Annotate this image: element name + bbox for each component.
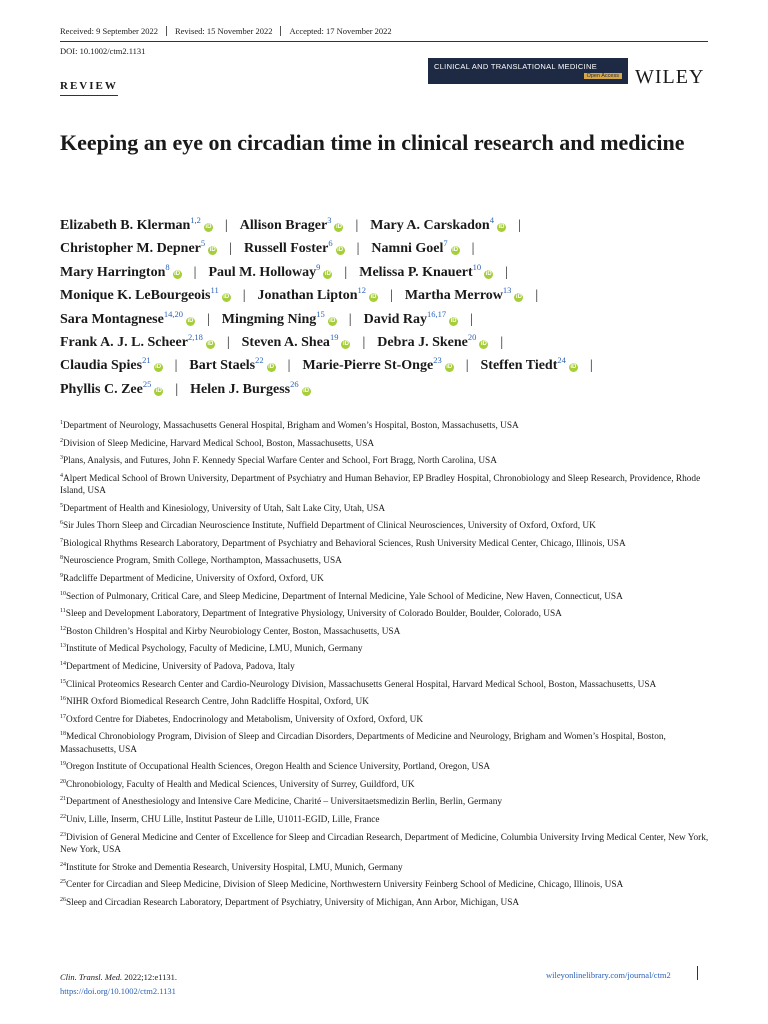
affiliation-number: 11	[60, 608, 66, 615]
author	[60, 308, 195, 327]
author-name: Marie-Pierre St-Onge	[302, 358, 434, 374]
affiliation	[60, 538, 710, 550]
author	[404, 285, 524, 304]
affiliation-number: 25	[60, 879, 66, 886]
author	[363, 308, 459, 327]
author-name: Russell Foster	[243, 241, 329, 257]
author-separator: |	[470, 311, 473, 327]
article-title: Keeping an eye on circadian time in clinical research and medicine	[60, 130, 685, 155]
author	[359, 261, 493, 280]
author-separator: |	[465, 358, 469, 374]
affiliation-number: 7	[60, 537, 63, 544]
author-separator: |	[589, 358, 593, 374]
affiliation-text: Univ, Lille, Inserm, CHU Lille, Institut Pasteur de Lille, U1011-EGID, Lille, France	[66, 815, 380, 826]
author-name: Debra J. Skene	[377, 334, 468, 350]
affiliation-text: Sleep and Development Laboratory, Department of Integrative Physiology, University of Colorado Boulder, Boulder, Colorado, USA	[65, 609, 562, 620]
author-affiliation-ref[interactable]: 8	[165, 261, 170, 272]
received-date: Received: 9 September 2022	[60, 26, 158, 36]
author	[257, 285, 378, 304]
affiliation	[60, 608, 710, 620]
affiliation-text: Alpert Medical School of Brown University, Department of Psychiatry and Human Behavior, EP Bradley Hospital, Chronobiology and Sleep Research, Providence, Rhode Island, USA	[60, 473, 701, 497]
orcid-icon[interactable]: iD	[480, 340, 487, 347]
affiliation-number: 17	[60, 713, 66, 720]
affiliation	[60, 643, 710, 655]
author-row	[60, 354, 720, 377]
affiliation-number: 12	[60, 625, 66, 632]
affiliation-text: Center for Circadian and Sleep Medicine, Division of Sleep Medicine, Northwestern University Feinberg School of Medicine, Chicago, Illinois, USA	[66, 880, 624, 891]
affiliation	[60, 420, 710, 432]
affiliation-text: Oxford Centre for Diabetes, Endocrinology and Metabolism, University of Oxford, Oxford, UK	[66, 714, 424, 725]
author	[60, 331, 215, 350]
affiliation-number: 18	[60, 731, 66, 738]
author	[60, 285, 231, 304]
author	[60, 261, 182, 280]
affiliation	[60, 761, 710, 773]
author	[60, 378, 163, 397]
orcid-icon[interactable]: iD	[515, 294, 522, 301]
author-separator: |	[193, 264, 197, 280]
affiliation-text: Department of Neurology, Massachusetts General Hospital, Brigham and Women’s Hospital, Boston, Massachusetts, USA	[63, 421, 519, 431]
citation	[60, 970, 177, 998]
affiliation-number: 23	[60, 831, 66, 838]
author-separator: |	[224, 218, 228, 233]
author-separator: |	[471, 241, 475, 257]
orcid-icon[interactable]: iD	[570, 364, 577, 371]
affiliation-list	[60, 420, 710, 914]
author-separator: |	[344, 264, 348, 280]
author	[60, 238, 217, 257]
author	[302, 355, 453, 374]
author-name: Phyllis C. Zee	[60, 381, 143, 397]
author	[208, 261, 332, 280]
orcid-icon[interactable]: iD	[329, 317, 336, 324]
orcid-icon[interactable]: iD	[187, 317, 194, 324]
affiliation-text: Department of Anesthesiology and Intensive Care Medicine, Charité – Universitaetsmedizin Berlin, Berlin, Germany	[66, 797, 503, 808]
affiliation-number: 19	[60, 761, 66, 768]
affiliation-text: Oregon Institute of Occupational Health Sciences, Oregon Health and Science University, Portland, Oregon, USA	[66, 762, 491, 773]
author-name: Helen J. Burgess	[190, 381, 291, 397]
author-name: Steffen Tiedt	[480, 358, 558, 374]
author	[480, 355, 578, 374]
affiliation-number: 5	[60, 502, 63, 509]
affiliation-text: Neuroscience Program, Smith College, Northampton, Massachusetts, USA	[63, 556, 342, 567]
author-name: Claudia Spies	[60, 358, 143, 374]
affiliation	[60, 520, 710, 532]
affiliation	[60, 862, 710, 874]
affiliation	[60, 731, 710, 756]
author-affiliation-ref[interactable]: 16,17	[427, 308, 447, 319]
author-affiliation-ref[interactable]: 12	[357, 285, 366, 296]
affiliation-text: Chronobiology, Faculty of Health and Medical Sciences, University of Surrey, Guildford, UK	[66, 779, 415, 790]
affiliation-number: 1	[60, 420, 63, 426]
affiliation-text: Section of Pulmonary, Critical Care, and Sleep Medicine, Department of Internal Medicine, Yale School of Medicine, New Haven, Connecticut, USA	[66, 591, 623, 602]
author-affiliation-ref[interactable]: 13	[502, 285, 512, 296]
author-separator: |	[287, 358, 291, 374]
orcid-icon[interactable]: iD	[498, 224, 505, 230]
affiliation-number: 4	[60, 472, 63, 479]
author-row	[60, 308, 720, 331]
author-affiliation-ref[interactable]: 7	[443, 238, 448, 249]
affiliation-number: 2	[60, 437, 63, 444]
author	[60, 355, 163, 374]
affiliation-text: Biological Rhythms Research Laboratory, Department of Psychiatry and Behavioral Sciences, Rush University Medical Center, Chicago, Illinois, USA	[63, 538, 626, 549]
accepted-date: Accepted: 17 November 2022	[280, 26, 399, 36]
orcid-icon[interactable]: iD	[209, 247, 216, 254]
author-name: Mary Harrington	[60, 264, 166, 280]
author-separator: |	[500, 334, 504, 350]
author	[239, 215, 344, 233]
orcid-icon[interactable]: iD	[174, 270, 181, 277]
author-affiliation-ref[interactable]: 24	[557, 355, 566, 366]
affiliation-text: Boston Children’s Hospital and Kirby Neurobiology Center, Boston, Massachusetts, USA	[66, 626, 401, 637]
author-separator: |	[505, 264, 508, 280]
orcid-icon[interactable]: iD	[452, 247, 459, 254]
affiliation	[60, 626, 710, 638]
author-affiliation-ref[interactable]: 26	[290, 378, 299, 389]
author-affiliation-ref[interactable]: 6	[328, 238, 333, 249]
author-separator: |	[517, 218, 521, 233]
orcid-icon[interactable]: iD	[370, 294, 377, 301]
author	[243, 238, 345, 257]
orcid-icon[interactable]: iD	[155, 387, 162, 394]
author-affiliation-ref[interactable]: 4	[489, 215, 494, 225]
citation-details: 2022;12:e1131.	[122, 972, 178, 982]
affiliation	[60, 832, 710, 857]
author-name: Bart Staels	[189, 358, 256, 374]
author-name: Namni Goel	[371, 241, 444, 257]
author-row	[60, 237, 720, 260]
author	[190, 378, 310, 397]
author-name: Monique K. LeBourgeois	[60, 288, 211, 304]
author-name: Melissa P. Knauert	[359, 264, 473, 280]
affiliation-text: Institute for Stroke and Dementia Research, University Hospital, LMU, Munich, Germany	[66, 862, 403, 873]
affiliation	[60, 779, 710, 791]
author	[241, 331, 351, 350]
affiliation-number: 22	[60, 814, 66, 821]
author-list	[60, 214, 720, 401]
author-separator: |	[535, 288, 539, 304]
affiliation	[60, 696, 710, 708]
affiliation-number: 21	[60, 796, 66, 803]
affiliation-text: Division of Sleep Medicine, Harvard Medical School, Boston, Massachusetts, USA	[63, 438, 375, 449]
affiliation-text: Clinical Proteomics Research Center and Cardio-Neurology Division, Massachusetts General Hospital, Harvard Medical School, Boston, Massachusetts, USA	[66, 679, 657, 690]
author-affiliation-ref[interactable]: 5	[200, 238, 206, 249]
author-separator: |	[362, 334, 366, 350]
affiliation	[60, 573, 710, 585]
affiliation	[60, 879, 710, 891]
author-affiliation-ref[interactable]: 21	[142, 355, 151, 366]
journal-website-link[interactable]: wileyonlinelibrary.com/journal/ctm2	[546, 970, 671, 980]
author-separator: |	[348, 311, 352, 327]
revised-date: Revised: 15 November 2022	[166, 26, 281, 36]
author-affiliation-ref[interactable]: 23	[433, 355, 442, 366]
affiliation-text: Radcliffe Department of Medicine, University of Oxford, Oxford, UK	[63, 574, 324, 585]
author-name: Allison Brager	[239, 218, 328, 233]
author-name: Steven A. Shea	[241, 334, 330, 350]
author-affiliation-ref[interactable]: 1,2	[190, 215, 201, 225]
author-affiliation-ref[interactable]: 11	[210, 285, 219, 296]
author-affiliation-ref[interactable]: 2,18	[187, 331, 203, 342]
author	[370, 215, 506, 233]
affiliation	[60, 473, 710, 498]
author-name: Mary A. Carskadon	[370, 218, 490, 233]
journal-name: CLINICAL AND TRANSLATIONAL MEDICINE	[434, 62, 598, 71]
author	[377, 331, 488, 350]
orcid-icon[interactable]: iD	[485, 270, 492, 277]
author-separator: |	[242, 288, 246, 304]
author-separator: |	[355, 218, 359, 233]
article-type: REVIEW	[60, 80, 118, 92]
affiliation-number: 16	[60, 696, 66, 703]
citation-journal: Clin. Transl. Med.	[60, 972, 123, 982]
author-row	[60, 331, 720, 354]
affiliation	[60, 661, 710, 673]
affiliation	[60, 814, 710, 826]
author-affiliation-ref[interactable]: 25	[142, 378, 152, 389]
publisher-logo[interactable]: WILEY	[635, 66, 705, 88]
affiliation-number: 6	[60, 520, 63, 527]
author-name: Martha Merrow	[404, 288, 503, 304]
author-name: Christopher M. Depner	[60, 241, 201, 257]
orcid-icon[interactable]: iD	[207, 340, 214, 347]
orcid-icon[interactable]: iD	[205, 224, 212, 230]
article-type-underline	[60, 95, 118, 96]
open-access-badge: Open Access	[584, 73, 622, 79]
affiliation-text: Division of General Medicine and Center of Excellence for Sleep and Circadian Research, Department of Medicine, Columbia University Irving Medical Center, New York, New York, USA	[60, 832, 709, 855]
author-row	[60, 378, 720, 401]
affiliation	[60, 455, 710, 467]
author-separator: |	[206, 311, 210, 327]
affiliation	[60, 796, 710, 808]
author-affiliation-ref[interactable]: 3	[327, 215, 332, 225]
author-name: Frank A. J. L. Scheer	[60, 334, 188, 350]
orcid-icon[interactable]: iD	[303, 387, 310, 394]
author-row	[60, 214, 720, 237]
orcid-icon[interactable]: iD	[337, 247, 344, 254]
affiliation-number: 13	[60, 643, 66, 650]
author-separator: |	[356, 241, 360, 257]
footer-divider	[697, 966, 698, 980]
author-name: David Ray	[363, 311, 427, 327]
affiliation	[60, 503, 710, 515]
affiliation-number: 8	[60, 555, 63, 562]
affiliation-number: 26	[60, 896, 66, 903]
author-name: Sara Montagnese	[60, 311, 164, 327]
orcid-icon[interactable]: iD	[335, 224, 342, 230]
orcid-icon[interactable]: iD	[450, 317, 457, 324]
author-name: Mingming Ning	[221, 311, 317, 327]
affiliation-text: Department of Health and Kinesiology, University of Utah, Salt Lake City, Utah, USA	[63, 503, 386, 514]
affiliation	[60, 897, 710, 909]
author	[371, 238, 459, 257]
affiliation-number: 15	[60, 678, 66, 685]
author	[60, 215, 213, 233]
orcid-icon[interactable]: iD	[223, 294, 230, 301]
author-row	[60, 284, 720, 307]
orcid-icon[interactable]: iD	[155, 364, 162, 371]
author-separator: |	[226, 334, 230, 350]
affiliation-text: Plans, Analysis, and Futures, John F. Kennedy Special Warfare Center and School, Fort Bragg, North Carolina, USA	[63, 456, 497, 467]
author-separator: |	[390, 288, 393, 304]
journal-logo-banner[interactable]	[428, 58, 628, 84]
affiliation	[60, 555, 710, 567]
orcid-icon[interactable]: iD	[342, 340, 349, 347]
affiliation-number: 20	[60, 778, 66, 785]
affiliation-number: 9	[60, 573, 63, 580]
author-affiliation-ref[interactable]: 19	[329, 331, 339, 342]
author-affiliation-ref[interactable]: 15	[316, 308, 325, 319]
affiliation-text: Department of Medicine, University of Padova, Padova, Italy	[66, 662, 295, 673]
author-affiliation-ref[interactable]: 10	[472, 261, 482, 272]
header-divider	[60, 41, 708, 42]
author	[189, 355, 275, 374]
affiliation	[60, 591, 710, 603]
author-affiliation-ref[interactable]: 22	[255, 355, 264, 366]
affiliation-text: Medical Chronobiology Program, Division of Sleep and Circadian Disorders, Departments of Medicine and Neurology, Brigham and Women’s Hospital, Boston, Massachusetts, USA	[60, 732, 666, 755]
author-row	[60, 261, 720, 284]
author-name: Elizabeth B. Klerman	[60, 218, 191, 233]
orcid-icon[interactable]: iD	[324, 270, 331, 277]
affiliation-text: Sir Jules Thorn Sleep and Circadian Neuroscience Institute, Nuffield Department of Clinical Neurosciences, University of Oxford, Oxford, UK	[63, 521, 596, 532]
author-separator: |	[229, 241, 232, 257]
affiliation-text: Institute of Medical Psychology, Faculty of Medicine, LMU, Munich, Germany	[66, 644, 363, 655]
author-affiliation-ref[interactable]: 20	[467, 331, 477, 342]
orcid-icon[interactable]: iD	[446, 364, 453, 371]
doi: DOI: 10.1002/ctm2.1131	[60, 46, 146, 56]
article-dates	[60, 26, 400, 36]
affiliation	[60, 714, 710, 726]
author-separator: |	[174, 358, 178, 374]
orcid-icon[interactable]: iD	[268, 364, 275, 371]
affiliation-number: 24	[60, 861, 66, 868]
affiliation	[60, 679, 710, 691]
affiliation	[60, 438, 710, 450]
author	[221, 308, 337, 327]
affiliation-number: 3	[60, 455, 63, 462]
author-name: Jonathan Lipton	[257, 288, 358, 304]
author-affiliation-ref[interactable]: 9	[316, 261, 321, 272]
doi-link[interactable]: https://doi.org/10.1002/ctm2.1131	[60, 986, 176, 996]
affiliation-number: 14	[60, 661, 66, 668]
affiliation-text: NIHR Oxford Biomedical Research Centre, John Radcliffe Hospital, Oxford, UK	[66, 697, 369, 708]
affiliation-text: Sleep and Circadian Research Laboratory, Department of Psychiatry, University of Michigan, Ann Arbor, Michigan, USA	[66, 897, 520, 908]
affiliation-number: 10	[60, 590, 66, 597]
author-affiliation-ref[interactable]: 14,20	[163, 308, 183, 319]
author-separator: |	[175, 381, 179, 397]
author-name: Paul M. Holloway	[208, 264, 317, 280]
